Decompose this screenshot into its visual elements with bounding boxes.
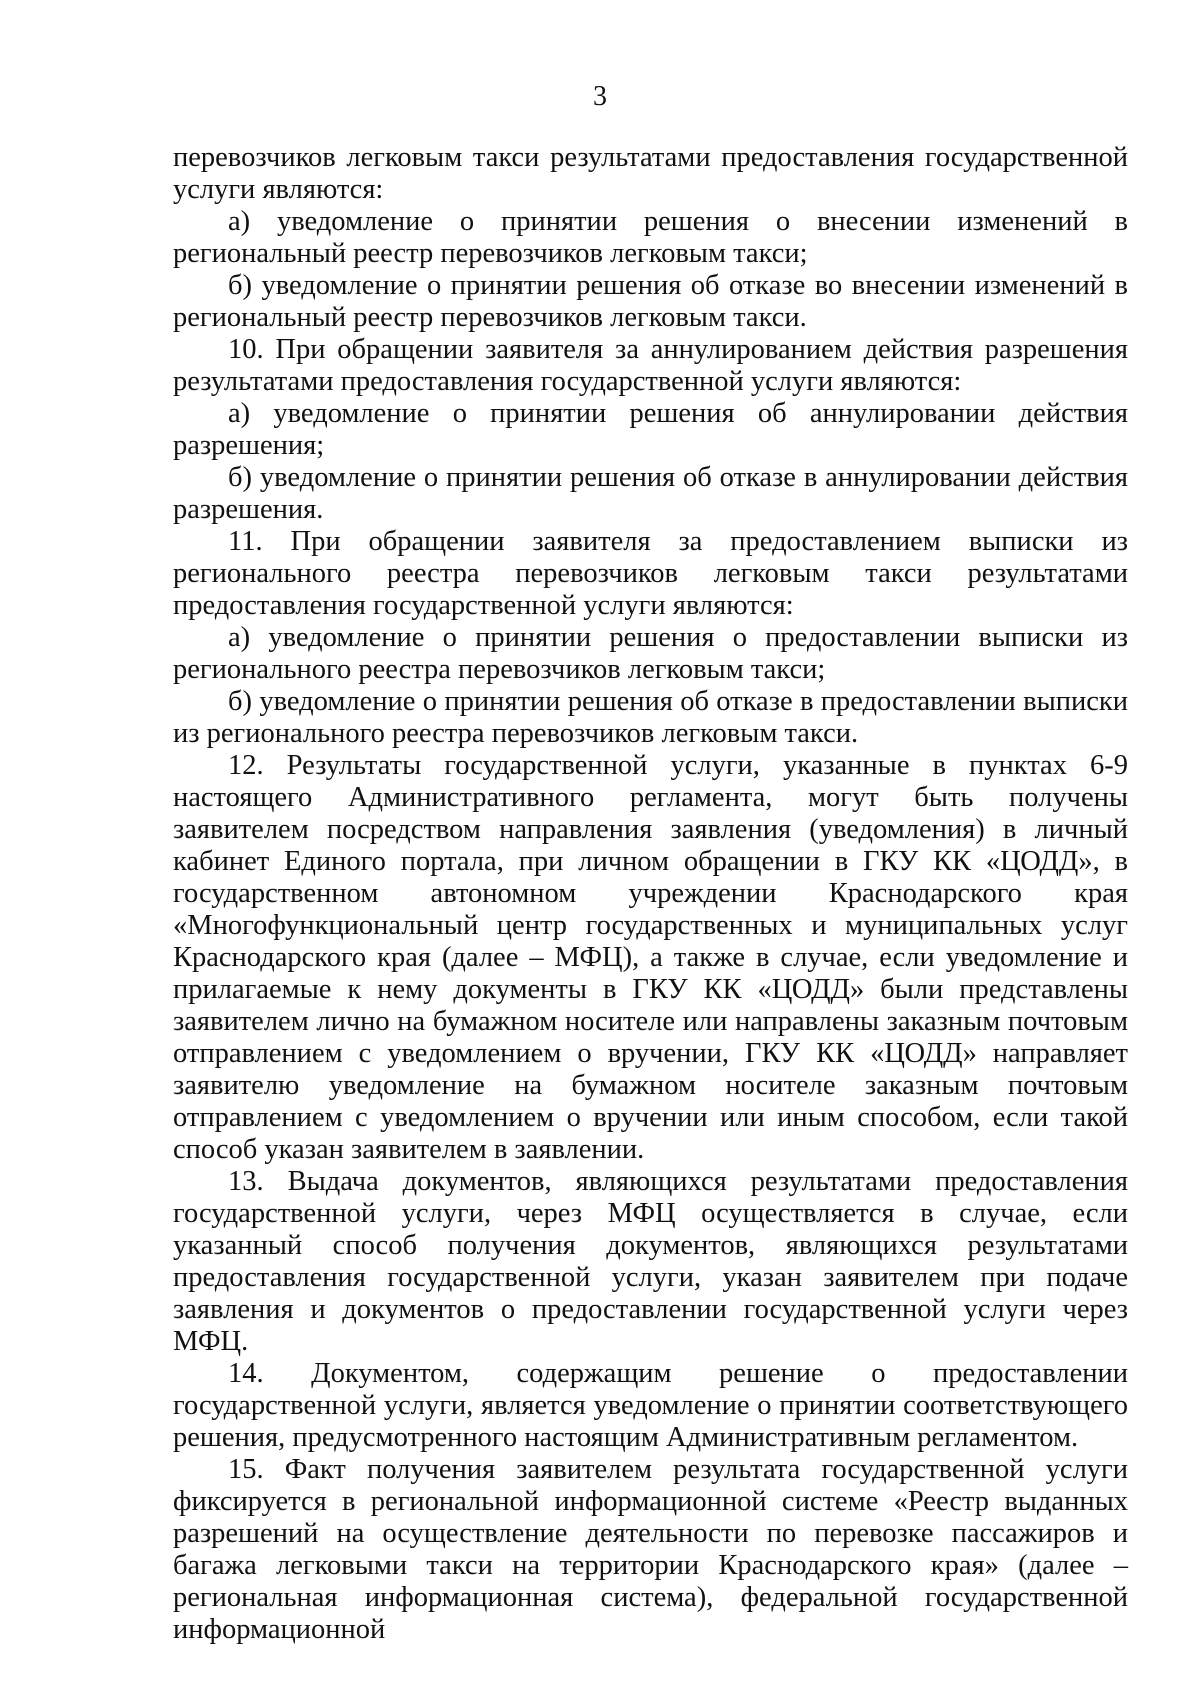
paragraph-clause-12: 12. Результаты государственной услуги, указанные в пунктах 6-9 настоящего Административного регламента, могут быть получены заявителем посредством направления заявления (уведомления) в личный кабинет Единого портала, при личном обращении в ГКУ КК «ЦОДД», в государственном автономном учреждении Краснодарского края «Многофункциональный центр государственных и муниципальных услуг Краснодарского края (далее – МФЦ), а также в случае, если уведомление и прилагаемые к нему документы в ГКУ КК «ЦОДД» были представлены заявителем лично на бумажном носителе или направлены заказным почтовым отправлением с уведомлением о вручении, ГКУ КК «ЦОДД» направляет заявителю уведомление на бумажном носителе заказным почтовым отправлением с уведомлением о вручении или иным способом, если такой способ указан заявителем в заявлении.: [173, 750, 1128, 1165]
paragraph-item-b-annulment-refusal: б) уведомление о принятии решения об отказе в аннулировании действия разрешения.: [173, 462, 1128, 525]
document-body: [173, 142, 1128, 1646]
paragraph-item-b-register-changes-refusal: б) уведомление о принятии решения об отказе во внесении изменений в региональный реестр перевозчиков легковым такси.: [173, 270, 1128, 333]
paragraph-item-a-register-changes: а) уведомление о принятии решения о внесении изменений в региональный реестр перевозчиков легковым такси;: [173, 206, 1128, 269]
paragraph-clause-10: 10. При обращении заявителя за аннулированием действия разрешения результатами предоставления государственной услуги являются:: [173, 334, 1128, 397]
paragraph-clause-14: 14. Документом, содержащим решение о предоставлении государственной услуги, является уведомление о принятии соответствующего решения, предусмотренного настоящим Административным регламентом.: [173, 1358, 1128, 1453]
paragraph-continuation: перевозчиков легковым такси результатами предоставления государственной услуги являются:: [173, 142, 1128, 205]
paragraph-item-b-extract-refusal: б) уведомление о принятии решения об отказе в предоставлении выписки из регионального реестра перевозчиков легковым такси.: [173, 686, 1128, 749]
paragraph-item-a-annulment: а) уведомление о принятии решения об аннулировании действия разрешения;: [173, 398, 1128, 461]
paragraph-clause-15: 15. Факт получения заявителем результата государственной услуги фиксируется в региональной информационной системе «Реестр выданных разрешений на осуществление деятельности по перевозке пассажиров и багажа легковыми такси на территории Краснодарского края» (далее – региональная информационная система), федеральной государственной информационной: [173, 1454, 1128, 1645]
paragraph-item-a-extract: а) уведомление о принятии решения о предоставлении выписки из регионального реестра перевозчиков легковым такси;: [173, 622, 1128, 685]
page-number: 3: [593, 81, 607, 112]
paragraph-clause-13: 13. Выдача документов, являющихся результатами предоставления государственной услуги, через МФЦ осуществляется в случае, если указанный способ получения документов, являющихся результатами предоставления государственной услуги, указан заявителем при подаче заявления и документов о предоставлении государственной услуги через МФЦ.: [173, 1166, 1128, 1357]
paragraph-clause-11: 11. При обращении заявителя за предоставлением выписки из регионального реестра перевозчиков легковым такси результатами предоставления государственной услуги являются:: [173, 526, 1128, 621]
